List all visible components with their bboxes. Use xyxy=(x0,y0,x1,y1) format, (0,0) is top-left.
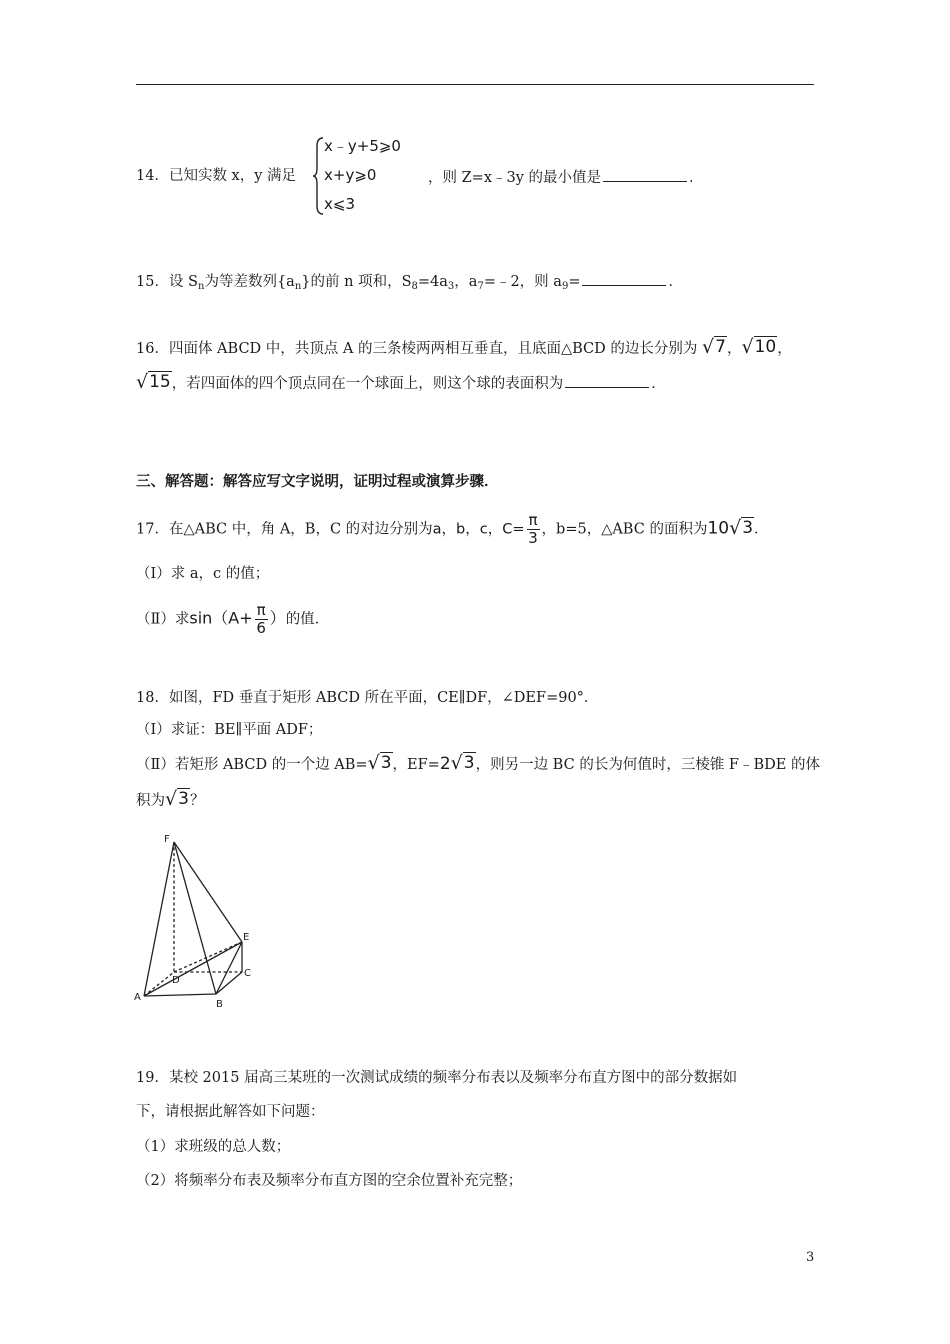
edge-fe xyxy=(174,842,242,942)
q14-constraint-1: x﹣y+5⩾0 xyxy=(324,137,401,155)
q15-subscript: 9 xyxy=(561,281,569,292)
pi-over-3: $\frac{\pi}{3}$ xyxy=(528,511,538,547)
q18-text: （Ⅱ）若矩形 ABCD 的一个边 AB= xyxy=(136,757,368,773)
sqrt-3: √ 3 xyxy=(165,788,189,810)
q14-tail xyxy=(428,166,704,188)
q14-end: ． xyxy=(689,170,704,186)
q18-part-2-line-2 xyxy=(136,788,204,811)
q17-text: （Ⅱ）求 xyxy=(136,611,190,628)
question-15 xyxy=(136,270,683,297)
q18-number: 18． xyxy=(136,690,169,706)
q15-text: 设 S xyxy=(168,274,198,290)
q18-text: 如图，FD 垂直于矩形 ABCD 所在平面，CE∥DF，∠DEF=90°． xyxy=(168,690,599,706)
sqrt-7: √ 7 xyxy=(702,336,726,358)
q18-part-2-line-1 xyxy=(136,752,820,775)
q18-part-1: （Ⅰ）求证：BE∥平面 ADF； xyxy=(136,722,323,738)
q17-sides: a，b，c， xyxy=(432,521,503,538)
edge-fb xyxy=(174,842,216,994)
q17-angle-c: C= xyxy=(502,521,525,538)
q17-text: 的值． xyxy=(285,611,330,628)
q16-comma: ， xyxy=(777,341,792,357)
q18-text: ？ xyxy=(189,793,205,809)
q14-number: 14． xyxy=(136,168,169,184)
q16-text: ，若四面体的四个顶点同在一个球面上，则这个球的表面积为 xyxy=(171,376,564,392)
sqrt-10: √ 10 xyxy=(741,336,777,358)
edge-ab xyxy=(144,994,216,996)
q17-end: ． xyxy=(754,521,769,538)
q14-answer-blank[interactable] xyxy=(603,166,687,182)
q16-answer-blank[interactable] xyxy=(565,372,649,388)
left-brace-icon xyxy=(312,136,324,216)
section-3-title: 三、解答题：解答应写文字说明，证明过程或演算步骤． xyxy=(136,474,499,490)
label-c: C xyxy=(244,968,251,979)
label-f: F xyxy=(164,834,170,845)
pyramid-figure xyxy=(132,830,257,1015)
q15-text: = xyxy=(568,274,581,290)
q18-ef-coef: 2 xyxy=(439,754,451,774)
q15-text: =﹣2，则 a xyxy=(483,274,562,290)
question-19-line-1 xyxy=(136,1068,737,1088)
q15-text: =4a xyxy=(417,274,448,290)
label-b: B xyxy=(216,999,223,1010)
q17-text: ，b=5，△ABC 的面积为 xyxy=(541,521,708,538)
q16-comma: ， xyxy=(726,341,742,357)
q15-subscript: 3 xyxy=(447,281,455,292)
q14-constraint-2: x+y⩾0 xyxy=(324,166,377,184)
question-16-line-2 xyxy=(136,371,666,394)
question-14 xyxy=(136,166,296,186)
q15-text: 为等差数列{a xyxy=(204,274,295,290)
sqrt-3: √ 3 xyxy=(450,752,475,774)
edge-ae xyxy=(144,942,242,996)
q15-subscript: 8 xyxy=(411,281,418,292)
q19-text: 某校 2015 届高三某班的一次测试成绩的频率分布表以及频率分布直方图中的部分数据如 xyxy=(168,1070,738,1086)
page-number: 3 xyxy=(806,1250,815,1265)
q15-answer-blank[interactable] xyxy=(582,270,666,286)
q16-end: ． xyxy=(651,376,666,392)
q18-text: 积为 xyxy=(136,793,165,809)
q19-number: 19． xyxy=(136,1070,169,1086)
q17-area-coef: 10 xyxy=(707,518,730,539)
label-a: A xyxy=(134,992,141,1003)
q15-subscript: 7 xyxy=(477,281,484,292)
q15-text: }的前 n 项和，S xyxy=(301,274,412,290)
q15-number: 15． xyxy=(136,274,169,290)
q15-subscript: n xyxy=(198,281,205,292)
sqrt-15: √ 15 xyxy=(136,371,171,393)
q15-text: ，a xyxy=(454,274,478,290)
q15-subscript: n xyxy=(294,281,302,292)
q14-constraint-system xyxy=(312,136,422,216)
q19-part-2: （2）将频率分布表及频率分布直方图的空余位置补充完整； xyxy=(136,1173,523,1189)
pi-over-6: $\frac{\pi}{6}$ xyxy=(256,601,266,637)
q17-sin: sin（A+ xyxy=(189,608,253,628)
question-19-line-2: 下，请根据此解答如下问题： xyxy=(136,1104,325,1120)
q17-close-paren: ） xyxy=(269,608,286,628)
q16-text: 四面体 ABCD 中，共顶点 A 的三条棱两两相互垂直，且底面△BCD 的边长分别为 xyxy=(168,341,698,357)
q15-end: ． xyxy=(668,274,683,290)
q14-prefix: 已知实数 x，y 满足 xyxy=(168,168,297,184)
label-d: D xyxy=(172,975,180,986)
question-16-line-1 xyxy=(136,336,792,359)
q14-constraint-3: x⩽3 xyxy=(324,195,355,213)
q19-part-1: （1）求班级的总人数； xyxy=(136,1139,291,1155)
q18-text: ，则另一边 BC 的长为何值时，三棱锥 F﹣BDE 的体 xyxy=(475,757,820,773)
sqrt-3: √ 3 xyxy=(367,752,392,774)
sqrt-3: √ 3 xyxy=(729,516,754,539)
q17-text: 在△ABC 中，角 A，B，C 的对边分别为 xyxy=(168,521,433,538)
q17-part-2 xyxy=(136,602,329,637)
question-18 xyxy=(136,688,598,708)
q17-part-1: （Ⅰ）求 a，c 的值； xyxy=(136,566,270,582)
edge-bc xyxy=(216,972,242,994)
header-rule xyxy=(136,84,814,85)
q17-number: 17． xyxy=(136,521,169,538)
q14-suffix: ，则 Z=x﹣3y 的最小值是 xyxy=(428,170,602,186)
question-17 xyxy=(136,512,769,547)
edge-de xyxy=(174,942,242,972)
q18-text: ，EF= xyxy=(392,757,440,773)
label-e: E xyxy=(243,932,250,943)
edge-fa xyxy=(144,842,174,996)
pyramid-diagram xyxy=(132,830,257,1015)
q16-number: 16． xyxy=(136,341,169,357)
